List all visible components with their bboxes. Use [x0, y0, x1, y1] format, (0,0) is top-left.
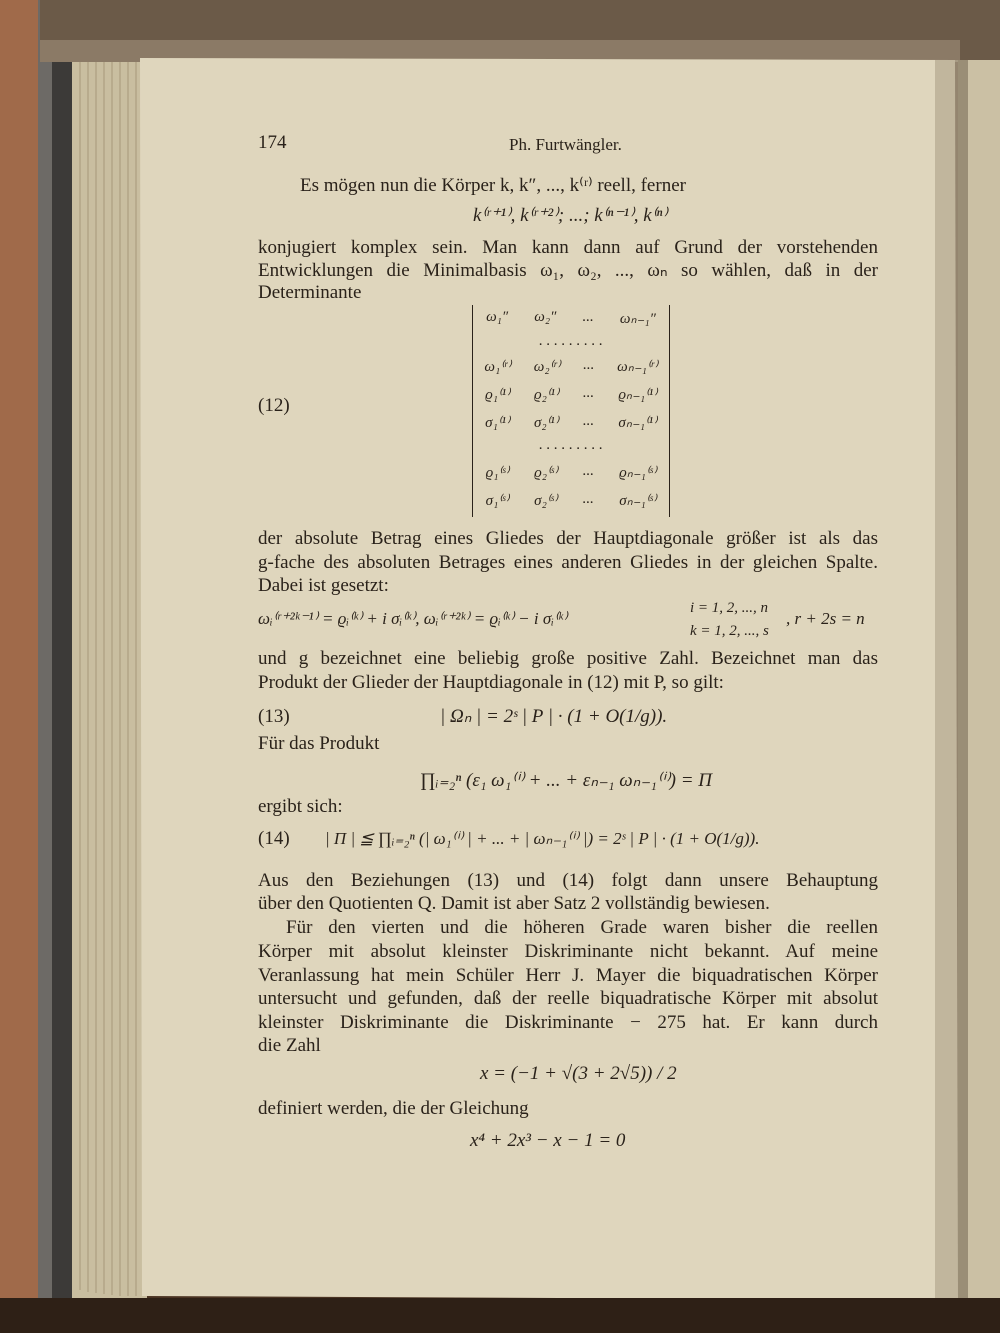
math-line: x = (−1 + √(3 + 2√5)) / 2 — [480, 1063, 677, 1084]
running-head: Ph. Furtwängler. — [509, 135, 622, 154]
matrix-row: ϱ₁⁽¹⁾ ϱ₂⁽¹⁾ ... ϱₙ₋₁⁽¹⁾ — [485, 385, 657, 403]
page-number: 174 — [258, 132, 287, 153]
text-line: Determinante — [258, 282, 362, 303]
text-line: g-fache des absoluten Betrages eines anderen Gliedes in der gleichen Spalte. — [258, 552, 878, 573]
text-line: Dabei ist gesetzt: — [258, 575, 389, 596]
math-line: x⁴ + 2x³ − x − 1 = 0 — [470, 1130, 626, 1151]
math-line: ωᵢ⁽ʳ⁺²ᵏ⁻¹⁾ = ϱᵢ⁽ᵏ⁾ + i σᵢ⁽ᵏ⁾, ωᵢ⁽ʳ⁺²ᵏ⁾ = ϱᵢ⁽ᵏ⁾ − i σᵢ⁽ᵏ⁾ — [258, 609, 568, 628]
math-condition: , r + 2s = n — [786, 609, 865, 628]
text-line: und g bezeichnet eine beliebig große positive Zahl. Bezeichnet man das — [258, 648, 878, 669]
text-line: Veranlassung hat mein Schüler Herr J. Mayer die biquadratischen Körper — [258, 965, 878, 986]
text-line: ergibt sich: — [258, 796, 343, 817]
text-line: Für den vierten und die höheren Grade waren bisher die reellen — [286, 917, 878, 938]
text-line: über den Quotienten Q. Damit ist aber Satz 2 vollständig bewiesen. — [258, 893, 770, 914]
matrix-row: ϱ₁⁽ˢ⁾ ϱ₂⁽ˢ⁾ ... ϱₙ₋₁⁽ˢ⁾ — [485, 463, 657, 481]
text-line: kleinster Diskriminante die Diskriminante − 275 hat. Er kann durch — [258, 1012, 878, 1033]
text-line: Für das Produkt — [258, 733, 380, 754]
math-line: ∏ᵢ₌₂ⁿ (ε₁ ω₁⁽ⁱ⁾ + ... + εₙ₋₁ ωₙ₋₁⁽ⁱ⁾) = Π — [420, 770, 712, 791]
text-line: Körper mit absolut kleinster Diskriminante nicht bekannt. Auf meine — [258, 941, 878, 962]
text-line: Aus den Beziehungen (13) und (14) folgt dann unsere Behauptung — [258, 870, 878, 891]
math-condition: i = 1, 2, ..., n — [690, 600, 769, 616]
math-line: | Π | ≦ ∏ᵢ₌₂ⁿ (| ω₁⁽ⁱ⁾ | + ... + | ωₙ₋₁⁽ⁱ⁾ |) = 2ˢ | P | · (1 + O(1/g)). — [325, 829, 760, 848]
text-line: der absolute Betrag eines Gliedes der Hauptdiagonale größer ist als das — [258, 528, 878, 549]
text-line: Entwicklungen die Minimalbasis ω₁, ω₂, ..., ωₙ so wählen, daß in der — [258, 260, 878, 281]
text-line: untersucht und gefunden, daß der reelle biquadratische Körper mit absolut — [258, 988, 878, 1009]
matrix-row: σ₁⁽ˢ⁾ σ₂⁽ˢ⁾ ... σₙ₋₁⁽ˢ⁾ — [485, 491, 657, 509]
determinant-matrix — [472, 305, 670, 517]
math-condition: k = 1, 2, ..., s — [690, 623, 769, 639]
matrix-row: ω₁⁽ʳ⁾ ω₂⁽ʳ⁾ ... ωₙ₋₁⁽ʳ⁾ — [484, 357, 658, 375]
matrix-row: ω₁″ ω₂″ ... ωₙ₋₁″ — [486, 309, 656, 327]
text-line: konjugiert komplex sein. Man kann dann auf Grund der vorstehenden — [258, 237, 878, 258]
equation-label: (13) — [258, 706, 290, 727]
text-line: die Zahl — [258, 1035, 321, 1056]
math-line: k⁽ʳ⁺¹⁾, k⁽ʳ⁺²⁾; ...; k⁽ⁿ⁻¹⁾, k⁽ⁿ⁾ — [472, 205, 668, 226]
matrix-row: . . . . . . . . . — [539, 437, 603, 453]
text-line: Es mögen nun die Körper k, k″, ..., k⁽ʳ⁾ reell, ferner — [300, 175, 686, 196]
equation-label: (12) — [258, 395, 290, 416]
matrix-row: . . . . . . . . . — [539, 333, 603, 349]
text-line: definiert werden, die der Gleichung — [258, 1098, 529, 1119]
equation-label: (14) — [258, 828, 290, 849]
math-line: | Ωₙ | = 2ˢ | P | · (1 + O(1/g)). — [440, 706, 668, 727]
text-line: Produkt der Glieder der Hauptdiagonale in (12) mit P, so gilt: — [258, 672, 724, 693]
matrix-row: σ₁⁽¹⁾ σ₂⁽¹⁾ ... σₙ₋₁⁽¹⁾ — [485, 413, 657, 431]
